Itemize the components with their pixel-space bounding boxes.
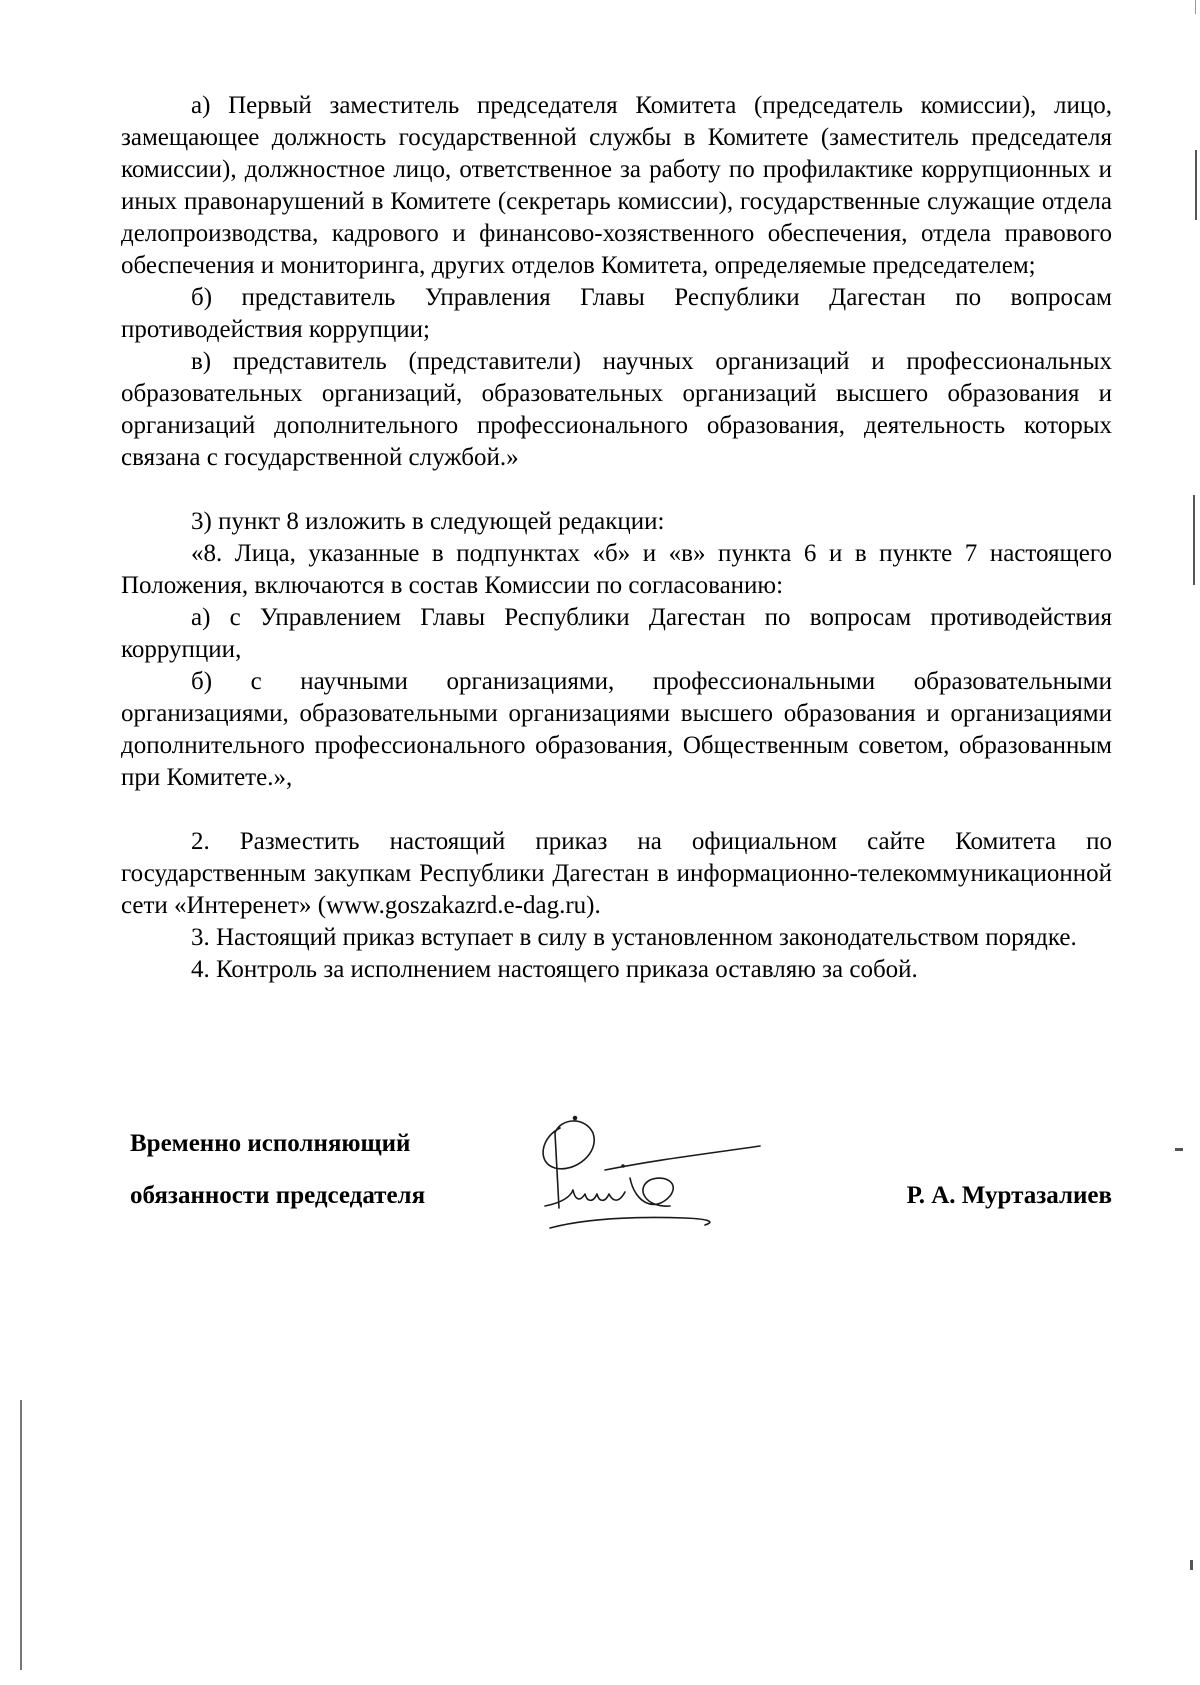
- scan-mark-right-mid: [1193, 495, 1195, 585]
- paragraph-point-8: «8. Лица, указанные в подпунктах «б» и «в» пункта 6 и в пункте 7 настоящего Положения, включаются в состав Комиссии по согласованию:: [121, 540, 1112, 599]
- document-body: [121, 90, 1112, 986]
- paragraph-composition-a: а) Первый заместитель председателя Комитета (председатель комиссии), лицо, замещающее должность государственной службы в Комитете (заместитель председателя комиссии), должностное лицо, ответственное за работу по профилактике коррупционных и иных правонарушений в Комитете (секретарь комиссии), государственные служащие отдела делопроизводства, кадрового и финансово-хозяственного обеспечения, отдела правового обеспечения и мониторинга, других отделов Комитета, определяемые председателем;: [121, 92, 1112, 279]
- signatory-name: Р. А. Муртазалиев: [906, 1182, 1112, 1209]
- paragraph-composition-v: в) представитель (представители) научных организаций и профессиональных образовательных организаций, образовательных организаций высшего образования и организаций дополнительного профессионального образования, деятельность которых связана с государственной службой.»: [121, 348, 1112, 471]
- paragraph-agreement-a: а) с Управлением Главы Республики Дагестан по вопросам противодействия коррупции,: [121, 604, 1112, 663]
- signatory-title-line-2: обязанности председателя: [130, 1182, 426, 1209]
- signatory-title: [130, 1118, 425, 1222]
- paragraph-item-3: 3. Настоящий приказ вступает в силу в установленном законодательством порядке.: [191, 924, 1077, 951]
- signatory-title-line-1: Временно исполняющий: [130, 1130, 411, 1157]
- paragraph-agreement-b: б) с научными организациями, профессиональными образовательными организациями, образовательными организациями высшего образования и организациями дополнительного профессионального образования, Общественным советом, образованным при Комитете.»,: [121, 668, 1112, 791]
- scan-mark-right-top: [1195, 150, 1197, 220]
- paragraph-point-3: 3) пункт 8 изложить в следующей редакции:: [191, 508, 665, 535]
- scan-mark-left-bottom: [20, 1400, 22, 1670]
- handwritten-signature: [535, 1108, 785, 1238]
- scan-mark-right-lower: [1190, 1560, 1193, 1570]
- paragraph-item-4: 4. Контроль за исполнением настоящего приказа оставляю за собой.: [191, 956, 918, 983]
- scan-mark-right-dash: [1175, 1148, 1183, 1151]
- scan-mark-top-right: [1195, 0, 1196, 14]
- paragraph-item-2: 2. Разместить настоящий приказ на официальном сайте Комитета по государственным закупкам Республики Дагестан в информационно-телекоммуникационной сети «Интеренет» (www.goszakazrd.e-dag.ru).: [121, 828, 1112, 919]
- paragraph-composition-b: б) представитель Управления Главы Республики Дагестан по вопросам противодействия коррупции;: [121, 284, 1112, 343]
